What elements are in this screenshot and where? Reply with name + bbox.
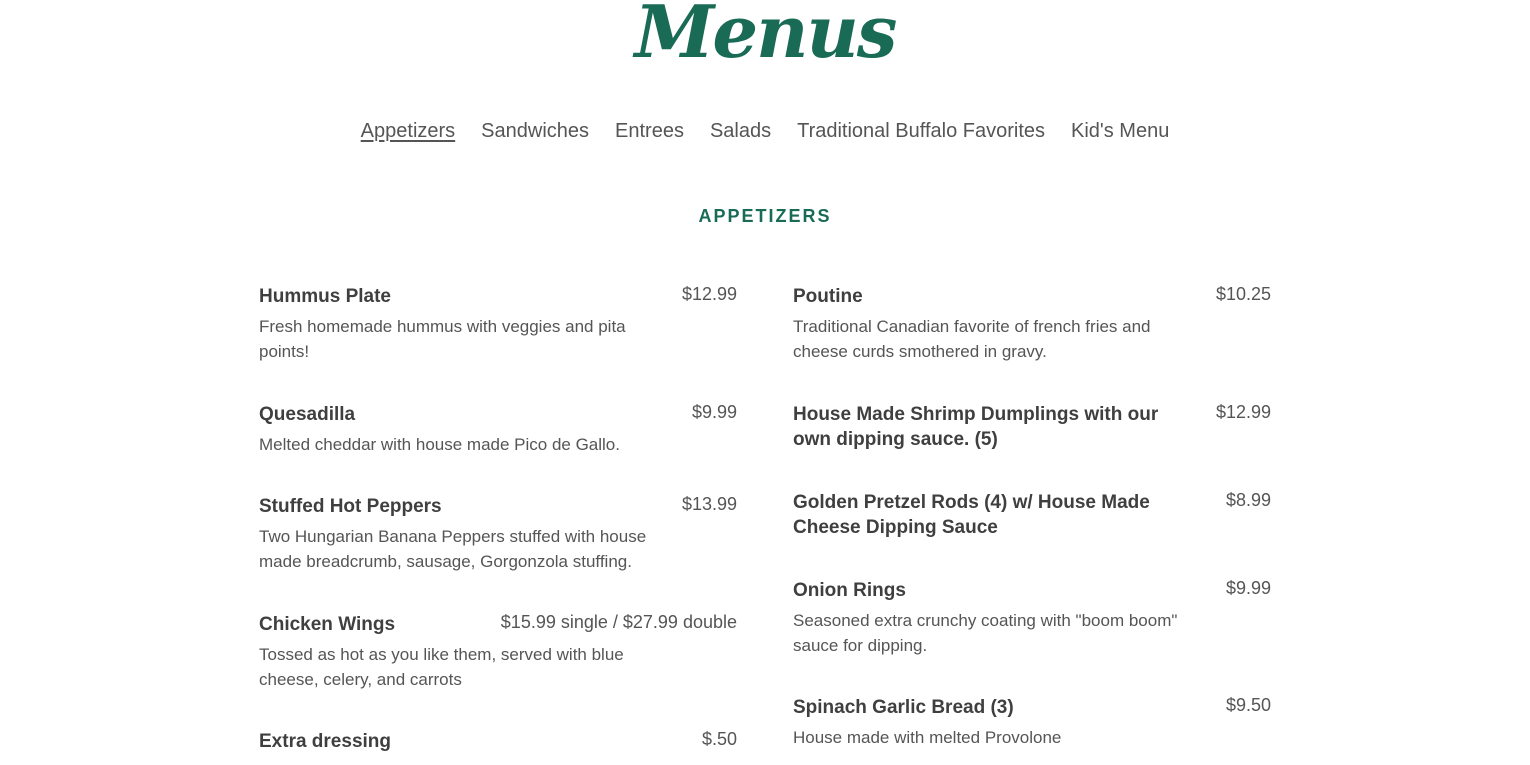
- item-description: Traditional Canadian favorite of french fries and cheese curds smothered in gravy.: [793, 317, 1151, 361]
- menu-item: [793, 490, 1271, 540]
- item-price: $15.99 single / $27.99 double: [500, 612, 737, 632]
- item-name: House Made Shrimp Dumplings with our own dipping sauce. (5): [793, 404, 1159, 450]
- menu-category-nav: [0, 116, 1530, 146]
- nav-sandwiches[interactable]: Sandwiches: [481, 120, 590, 142]
- item-price: $9.99: [1225, 578, 1271, 598]
- menu-item: [793, 284, 1271, 364]
- item-price: $8.99: [1225, 490, 1271, 510]
- item-name: Onion Rings: [793, 580, 906, 601]
- menu-item: [259, 494, 737, 574]
- item-description: Two Hungarian Banana Peppers stuffed with house made breadcrumb, sausage, Gorgonzola stuffing.: [259, 527, 647, 571]
- menu-item: [259, 612, 737, 692]
- menu-item: [259, 402, 737, 457]
- item-price: $12.99: [1215, 402, 1271, 422]
- item-price: $13.99: [681, 494, 737, 514]
- item-description: Seasoned extra crunchy coating with "boom boom" sauce for dipping.: [793, 611, 1178, 655]
- item-price: $9.99: [691, 402, 737, 422]
- nav-kids-menu[interactable]: Kid's Menu: [1071, 120, 1170, 142]
- item-description: Melted cheddar with house made Pico de Gallo.: [259, 435, 620, 454]
- item-name: Stuffed Hot Peppers: [259, 496, 442, 517]
- item-name: Spinach Garlic Bread (3): [793, 697, 1014, 718]
- menu-item: [259, 729, 737, 754]
- item-price: $.50: [701, 729, 737, 749]
- menus-logo: Menus: [634, 0, 896, 74]
- item-name: Quesadilla: [259, 404, 356, 425]
- menu-item: [259, 284, 737, 364]
- item-name: Hummus Plate: [259, 286, 391, 307]
- section-title: APPETIZERS: [698, 206, 832, 226]
- item-description: Tossed as hot as you like them, served with blue cheese, celery, and carrots: [259, 645, 624, 689]
- item-price: $12.99: [681, 284, 737, 304]
- item-name: Poutine: [793, 286, 863, 307]
- item-price: $10.25: [1215, 284, 1271, 304]
- nav-salads[interactable]: Salads: [709, 120, 772, 142]
- item-price: $9.50: [1225, 695, 1271, 715]
- nav-traditional-buffalo-favorites[interactable]: Traditional Buffalo Favorites: [797, 120, 1046, 142]
- menu-item: [793, 578, 1271, 658]
- item-description: Fresh homemade hummus with veggies and pita points!: [259, 317, 626, 361]
- item-description: House made with melted Provolone: [793, 728, 1062, 747]
- menu-item: [793, 695, 1271, 750]
- item-name: Extra dressing: [259, 731, 391, 752]
- menu-item: [793, 402, 1271, 452]
- nav-entrees[interactable]: Entrees: [615, 120, 684, 142]
- item-name: Chicken Wings: [259, 614, 396, 635]
- item-name: Golden Pretzel Rods (4) w/ House Made Cheese Dipping Sauce: [793, 492, 1150, 538]
- nav-appetizers[interactable]: Appetizers: [360, 120, 456, 142]
